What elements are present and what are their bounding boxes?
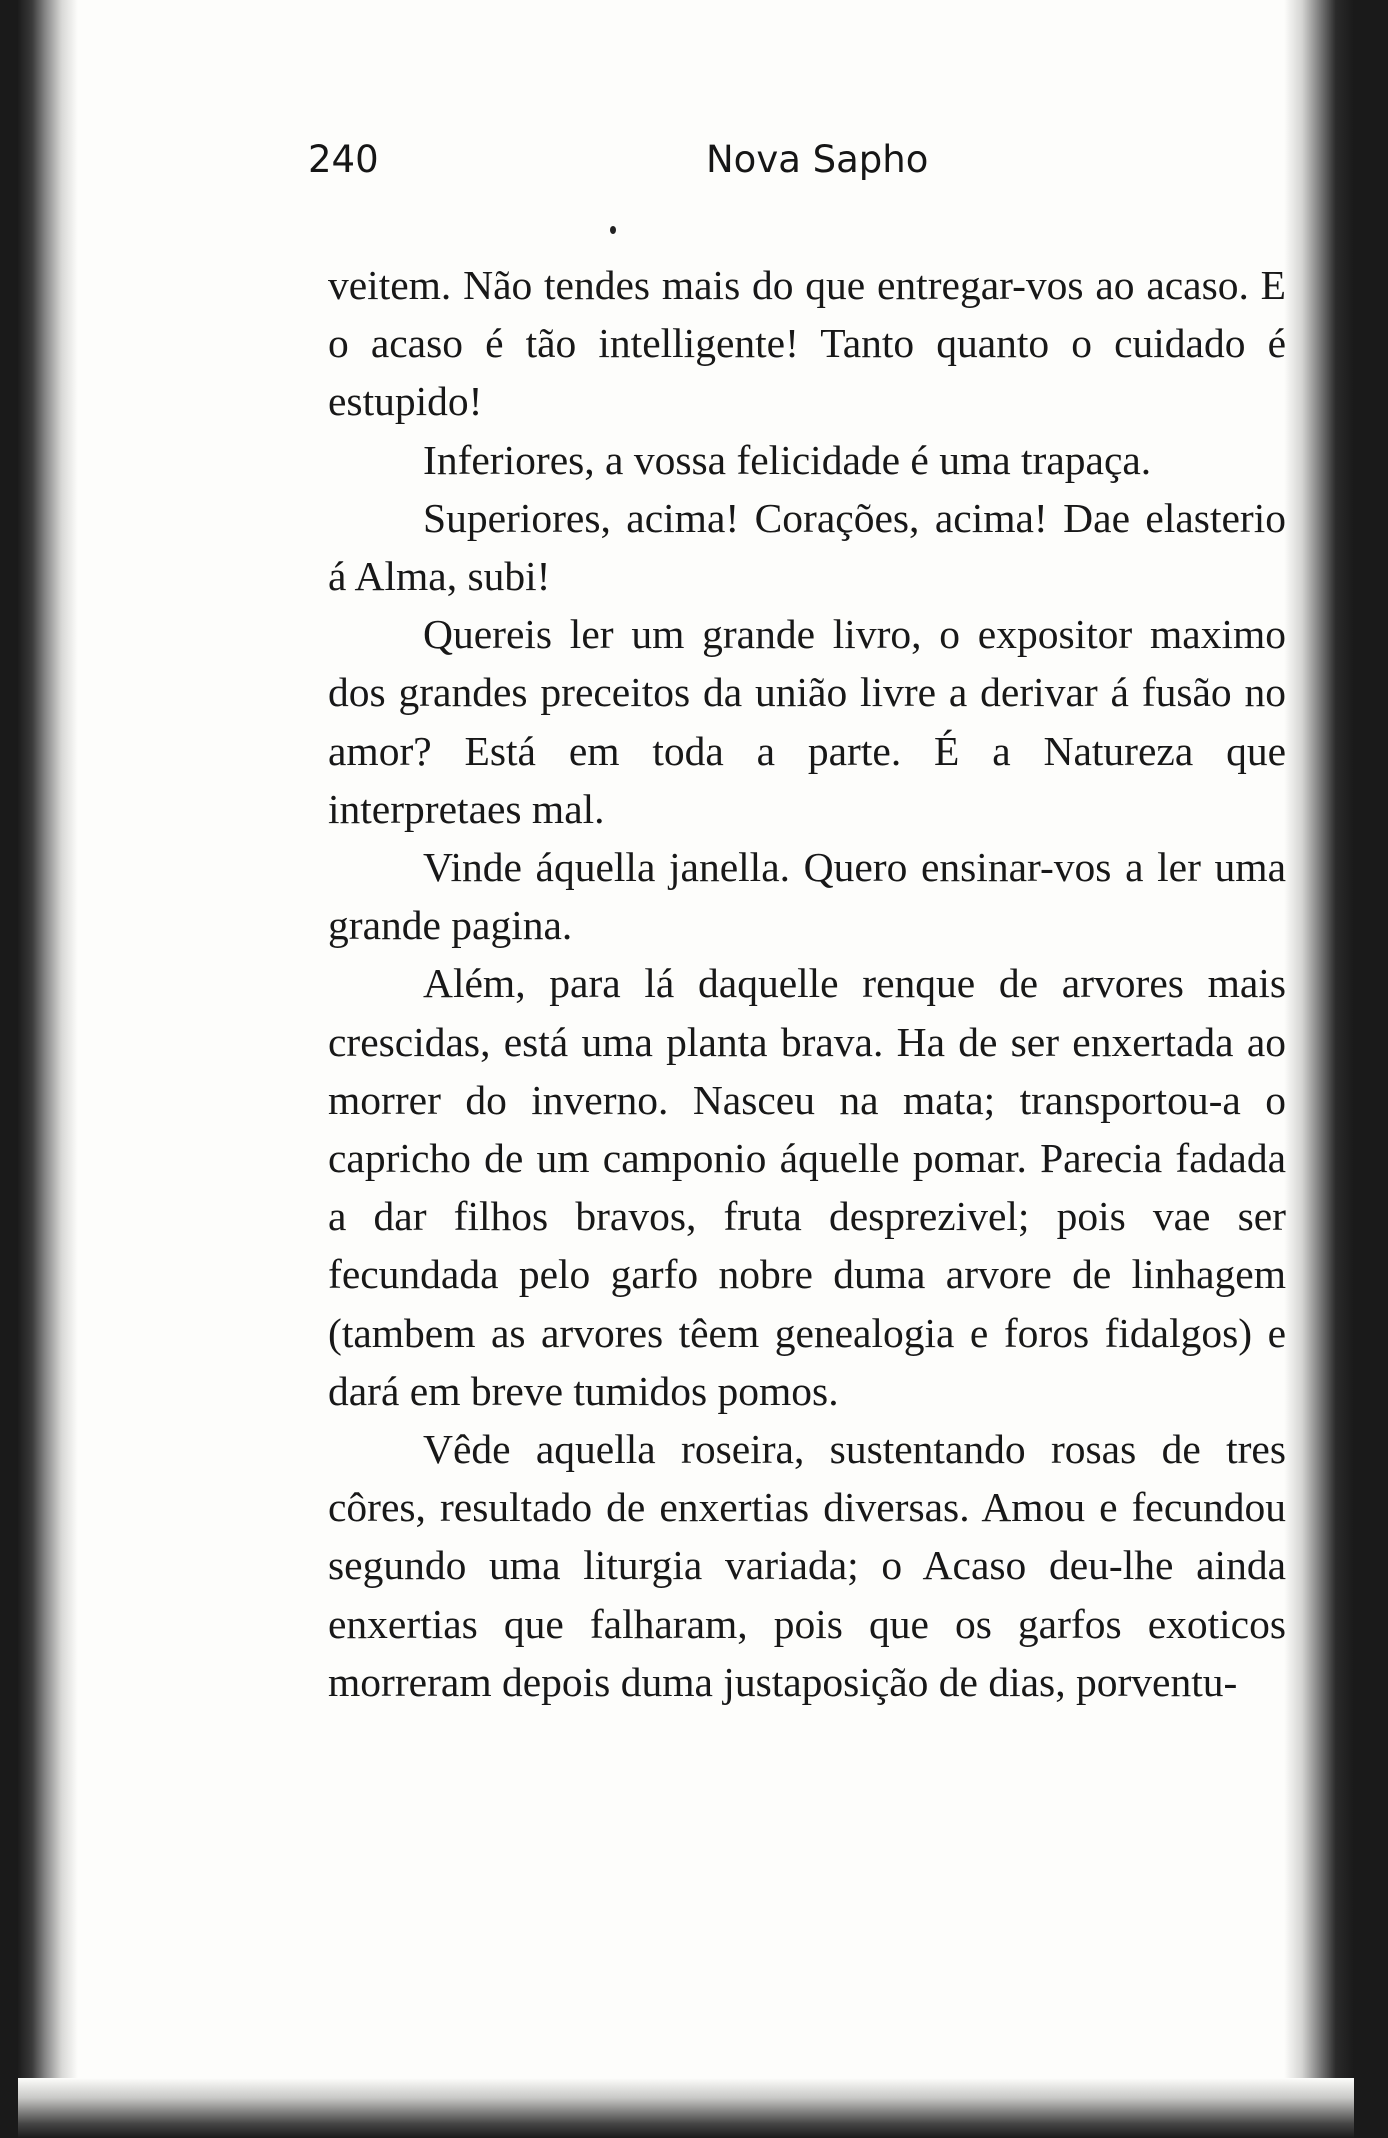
paragraph: veitem. Não tendes mais do que entregar-vos ao acaso. E o acaso é tão intelligente! Tanto quanto o cuidado é estupido! [328,262,1286,425]
paragraph: Vinde áquella janella. Quero ensinar-vos a ler uma grande pagina. [328,844,1286,949]
paragraph: Além, para lá daquelle renque de arvores mais crescidas, está uma planta brava. Ha de ser enxertada ao morrer do inverno. Nasceu na mata; transportou-a o capricho de um camponio áquelle pomar. Parecia fadada a dar filhos bravos, fruta desprezivel; pois vae ser fecundada pelo garfo nobre duma arvore de linhagem (tambem as arvores têem genealogia e foros fidalgos) e dará em breve tumidos pomos. [328,960,1286,1414]
page-gutter-shadow [18,0,78,2138]
running-header [308,138,1288,188]
page-number: 240 [308,138,379,181]
page-edge-shadow [1284,0,1354,2138]
book-page [18,0,1354,2138]
paragraph: Vêde aquella roseira, sustentando rosas de tres côres, resultado de enxertias diversas. Amou e fecundou segundo uma liturgia variada; o Acaso deu-lhe ainda enxertias que falharam, pois que os garfos exoticos morreram depois duma justaposição de dias, porventu- [328,1426,1286,1705]
paragraph: Inferiores, a vossa felicidade é uma trapaça. [423,436,1152,483]
running-title: Nova Sapho [706,138,929,181]
paragraph: Superiores, acima! Corações, acima! Dae elasterio á Alma, subi! [328,494,1286,600]
body-text [328,256,1286,1711]
ornament-mark [610,226,616,234]
page-bottom-shadow [18,2078,1354,2138]
paragraph: Quereis ler um grande livro, o expositor maximo dos grandes preceitos da união livre a derivar á fusão no amor? Está em toda a parte. É a Natureza que interpretaes mal. [328,611,1286,832]
